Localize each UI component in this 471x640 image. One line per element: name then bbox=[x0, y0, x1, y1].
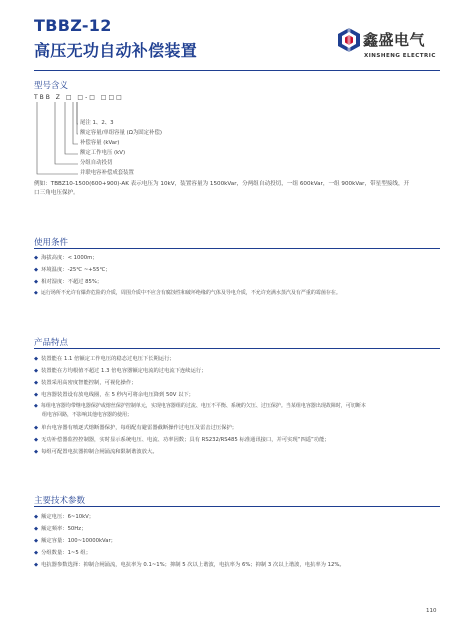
feature-item: ◆ 装置能在 1.1 倍额定工作电压的稳态过电压下长期运行； bbox=[34, 356, 175, 362]
feature-item: ◆ 每组电容器均带继电器保护或熔丝保护控制单元，实现电容器组的过流、电压不平衡、系统的欠压、过压保护。当某组电容器出现故障时，可切断本 bbox=[34, 403, 366, 409]
section-title-features: 产品特点 bbox=[34, 338, 69, 348]
spec-item: ◆ 电抗器参数选择：抑制合闸涌流，电抗率为 0.1~1%；抑制 5 次以上谐波，电抗率为 6%；抑制 3 次以上谐波，电抗率为 12%。 bbox=[34, 562, 345, 568]
condition-item: ◆ 海拔高度：< 1000m； bbox=[34, 255, 98, 261]
feature-item: ◆ 每组可配置电抗器抑制合闸涌流和限制谐波放大。 bbox=[34, 449, 158, 455]
bullet-diamond-icon: ◆ bbox=[34, 403, 38, 409]
bullet-diamond-icon: ◆ bbox=[34, 356, 39, 362]
feature-item: ◆ 电容器装置设有放电线圈，在 5 秒内可将余电压降到 50V 以下； bbox=[34, 392, 194, 398]
section-title-conditions: 使用条件 bbox=[34, 238, 69, 248]
bullet-diamond-icon: ◆ bbox=[34, 279, 39, 285]
bullet-diamond-icon: ◆ bbox=[34, 550, 39, 556]
type-example-line-2: 口三角电压保护。 bbox=[34, 190, 79, 196]
bullet-diamond-icon: ◆ bbox=[34, 562, 39, 568]
header-divider bbox=[34, 70, 440, 71]
condition-item: ◆ 环境温度：-25℃ ~+55℃； bbox=[34, 267, 111, 273]
condition-item: ◆ 运行场所不允许有爆炸危险的介质，周围介质中不应含有腐蚀性和破坏绝缘的气体及导电介质，不允许充满水蒸汽及有严重的霉菌存在。 bbox=[34, 290, 341, 296]
model-title: TBBZ-12 bbox=[34, 16, 112, 35]
section-divider-conditions bbox=[34, 248, 440, 249]
page-number: 110 bbox=[426, 608, 437, 614]
section-divider-features bbox=[34, 348, 440, 349]
logo-mark-icon bbox=[338, 28, 360, 52]
bullet-diamond-icon: ◆ bbox=[34, 514, 39, 520]
feature-item: ◆ 无功补偿器监控控制器，实时显示系统电压、电流、功率因数；具有 RS232/RS485 标准通讯接口，并可实现“四遥”功能； bbox=[34, 437, 330, 443]
type-label-device: 并联电容补偿成套装置 bbox=[80, 170, 134, 176]
bullet-diamond-icon: ◆ bbox=[34, 290, 38, 296]
product-title: 高压无功自动补偿装置 bbox=[34, 41, 198, 60]
type-code-connector-lines bbox=[34, 102, 84, 178]
bullet-diamond-icon: ◆ bbox=[34, 267, 39, 273]
bullet-diamond-icon: ◆ bbox=[34, 380, 39, 386]
bullet-diamond-icon: ◆ bbox=[34, 425, 39, 431]
bullet-diamond-icon: ◆ bbox=[34, 368, 39, 374]
bullet-diamond-icon: ◆ bbox=[34, 255, 39, 261]
section-title-specs: 主要技术参数 bbox=[34, 496, 86, 506]
condition-item: ◆ 相对湿度：不超过 85%； bbox=[34, 279, 103, 285]
type-code: TBB Z □ □-□ □□□ bbox=[34, 94, 124, 101]
type-label-compensation-capacity: 补偿容量 (kVar) bbox=[80, 140, 120, 146]
bullet-diamond-icon: ◆ bbox=[34, 526, 39, 532]
section-divider-specs bbox=[34, 506, 440, 507]
type-label-suffix: 尾注 1、2、3 bbox=[80, 120, 114, 126]
feature-item: ◆ 装置采用高密度智能控制，可视化操作； bbox=[34, 380, 137, 386]
logo-chinese-name: 鑫盛电气 bbox=[363, 31, 426, 49]
bullet-diamond-icon: ◆ bbox=[34, 437, 39, 443]
type-label-rated-voltage: 额定工作电压 (kV) bbox=[80, 150, 126, 156]
type-example-line-1: 例如：TBBZ10-1500(600+900)-AK 表示电压为 10kV，装置容量为 1500kVar，分两组自动投切，一组 600kVar，一组 900kVar，带星型接线，开 bbox=[34, 181, 410, 187]
spec-item: ◆ 分组数量：1~5 组； bbox=[34, 550, 92, 556]
logo-english-name: XINSHENG ELECTRIC bbox=[364, 53, 436, 59]
company-logo bbox=[338, 22, 448, 66]
feature-item: ◆ 单台电容器有喷逐式熔断器保护，每组配有避雷器截断操作过电压及雷击过压保护； bbox=[34, 425, 238, 431]
bullet-diamond-icon: ◆ bbox=[34, 449, 39, 455]
spec-item: ◆ 额定频率：50Hz； bbox=[34, 526, 87, 532]
spec-item: ◆ 额定电压：6~10kV； bbox=[34, 514, 95, 520]
type-label-group-capacity: 额定容量/单组容量 (Ω为固定补偿) bbox=[80, 130, 162, 136]
feature-item-continuation: 组电容回路，不影响其他电容器的使用； bbox=[42, 412, 133, 418]
section-title-type-meaning: 型号含义 bbox=[34, 81, 69, 91]
type-label-auto-switching: 分组自动投切 bbox=[80, 160, 113, 166]
bullet-diamond-icon: ◆ bbox=[34, 538, 39, 544]
feature-item: ◆ 装置能在方均根值不超过 1.3 倍电容器额定电流的过电流下连续运行； bbox=[34, 368, 207, 374]
bullet-diamond-icon: ◆ bbox=[34, 392, 39, 398]
spec-item: ◆ 额定容量：100~10000kVar； bbox=[34, 538, 116, 544]
